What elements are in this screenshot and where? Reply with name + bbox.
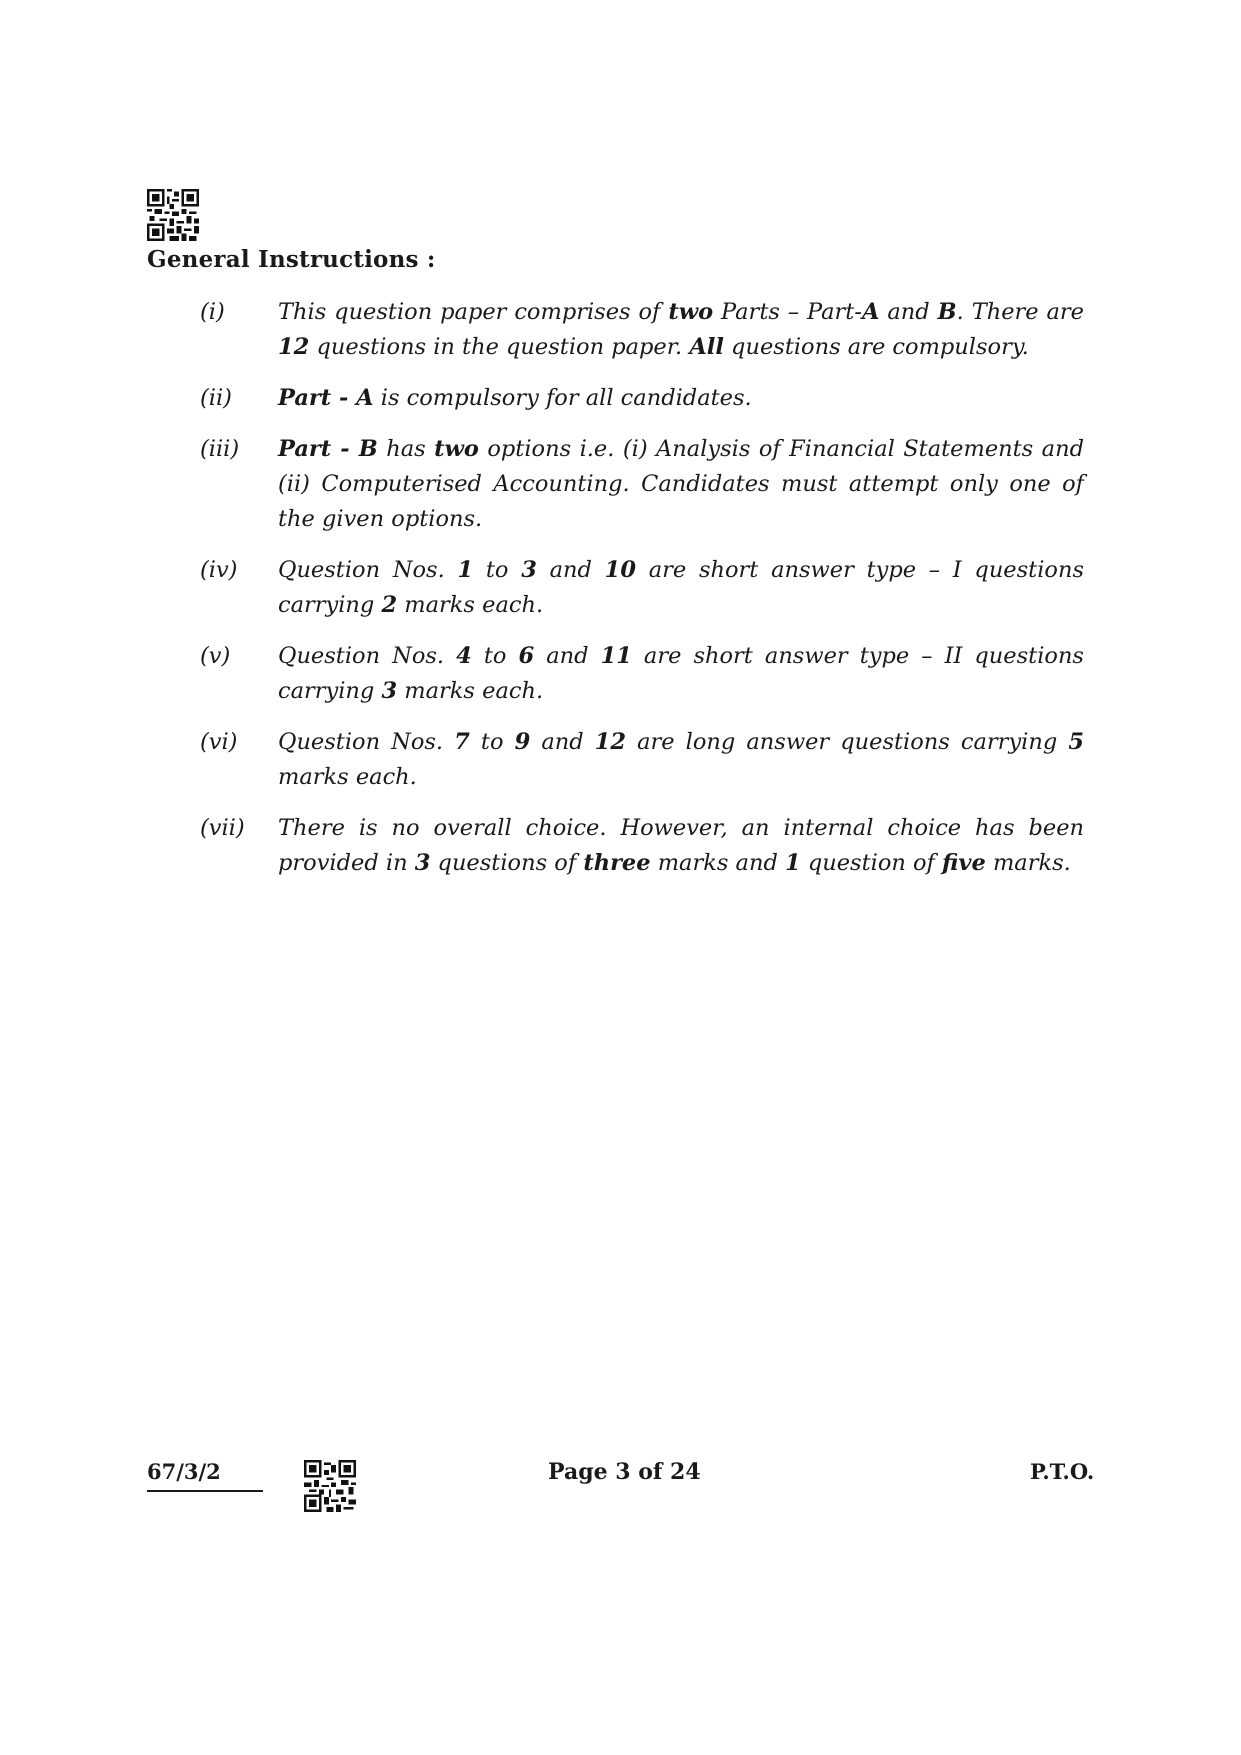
paper-code: 67/3/2 [147, 1459, 263, 1492]
instruction-emphasis: three [583, 850, 651, 876]
instruction-item [147, 295, 1084, 365]
instruction-fragment: questions are compulsory. [723, 334, 1029, 360]
instruction-text [278, 725, 1084, 795]
instruction-fragment: marks and [650, 850, 786, 876]
instruction-number: (ii) [200, 385, 232, 411]
instruction-emphasis: 12 [278, 334, 310, 360]
instruction-fragment: are short answer type – II questions carrying [278, 643, 1084, 704]
instruction-text [278, 811, 1084, 881]
instruction-fragment: is compulsory for all candidates. [373, 385, 752, 411]
instruction-emphasis: 3 [521, 557, 537, 583]
instruction-item [147, 381, 1084, 416]
instruction-emphasis: Part - A [278, 385, 374, 411]
instruction-emphasis: 10 [604, 557, 636, 583]
instruction-fragment: marks each. [397, 678, 544, 704]
instruction-fragment: to [469, 729, 515, 755]
instruction-text [278, 295, 1084, 365]
instruction-emphasis: 6 [518, 643, 535, 669]
instruction-emphasis: two [434, 436, 479, 462]
instruction-emphasis: 5 [1068, 729, 1084, 755]
instruction-fragment: are long answer questions carrying [626, 729, 1069, 755]
instruction-item [147, 553, 1084, 623]
instruction-fragment: Question Nos. [278, 557, 458, 583]
qr-code-icon [304, 1460, 356, 1512]
instruction-emphasis: 7 [454, 729, 470, 755]
instruction-fragment: marks each. [397, 592, 544, 618]
instruction-item [147, 725, 1084, 795]
instruction-fragment: options i.e. (i) Analysis of Financial Statements and (ii) Computerised Accounting. Candidates must attempt only one of the given options. [278, 436, 1084, 532]
instruction-number: (i) [200, 299, 225, 325]
instruction-fragment: to [473, 557, 522, 583]
instruction-fragment: marks. [985, 850, 1071, 876]
instruction-emphasis: 3 [414, 850, 431, 876]
instruction-fragment: has [377, 436, 435, 462]
instruction-item [147, 639, 1084, 709]
instruction-fragment: Question Nos. [278, 729, 455, 755]
instruction-fragment: and [879, 299, 938, 325]
instruction-text [278, 553, 1084, 623]
instruction-fragment: . There are [956, 299, 1084, 325]
instruction-emphasis: 12 [594, 729, 627, 755]
instruction-fragment: and [536, 557, 605, 583]
instruction-emphasis: B [937, 299, 957, 325]
instruction-emphasis: A [861, 299, 880, 325]
instruction-emphasis: two [668, 299, 714, 325]
instruction-emphasis: 4 [456, 643, 472, 669]
instruction-number: (iii) [200, 436, 240, 462]
instructions-list [147, 295, 1084, 897]
page-number: Page 3 of 24 [548, 1459, 701, 1485]
instruction-fragment: questions in the question paper. [309, 334, 690, 360]
instruction-number: (vii) [200, 815, 245, 841]
qr-code-icon [147, 189, 199, 241]
instruction-emphasis: 9 [514, 729, 531, 755]
instruction-fragment: Question Nos. [278, 643, 457, 669]
instruction-emphasis: 1 [785, 850, 801, 876]
instruction-item [147, 811, 1084, 881]
instruction-number: (v) [200, 643, 231, 669]
instruction-emphasis: 11 [600, 643, 632, 669]
instruction-text [278, 639, 1084, 709]
instruction-fragment: marks each. [278, 764, 417, 790]
instruction-fragment: There is no overall choice. However, an internal choice has been provided in [278, 815, 1084, 876]
instruction-fragment: questions of [430, 850, 584, 876]
page-title: General Instructions : [147, 246, 436, 273]
instruction-emphasis: Part - B [278, 436, 378, 462]
instruction-fragment: question of [800, 850, 943, 876]
instruction-fragment: to [471, 643, 519, 669]
instruction-emphasis: 2 [381, 592, 398, 618]
instruction-text [278, 432, 1084, 537]
instruction-fragment: This question paper comprises of [278, 299, 669, 325]
instruction-emphasis: 1 [457, 557, 474, 583]
instruction-number: (vi) [200, 729, 238, 755]
instruction-item [147, 432, 1084, 537]
instruction-text [278, 381, 1084, 416]
instruction-emphasis: All [689, 334, 724, 360]
instruction-fragment: and [534, 643, 601, 669]
instruction-fragment: Parts – Part- [713, 299, 862, 325]
instruction-fragment: and [530, 729, 595, 755]
instruction-number: (iv) [200, 557, 238, 583]
instruction-fragment: are short answer type – I questions carrying [278, 557, 1084, 618]
instruction-emphasis: five [942, 850, 986, 876]
pto-label: P.T.O. [1030, 1459, 1095, 1484]
instruction-emphasis: 3 [381, 678, 398, 704]
